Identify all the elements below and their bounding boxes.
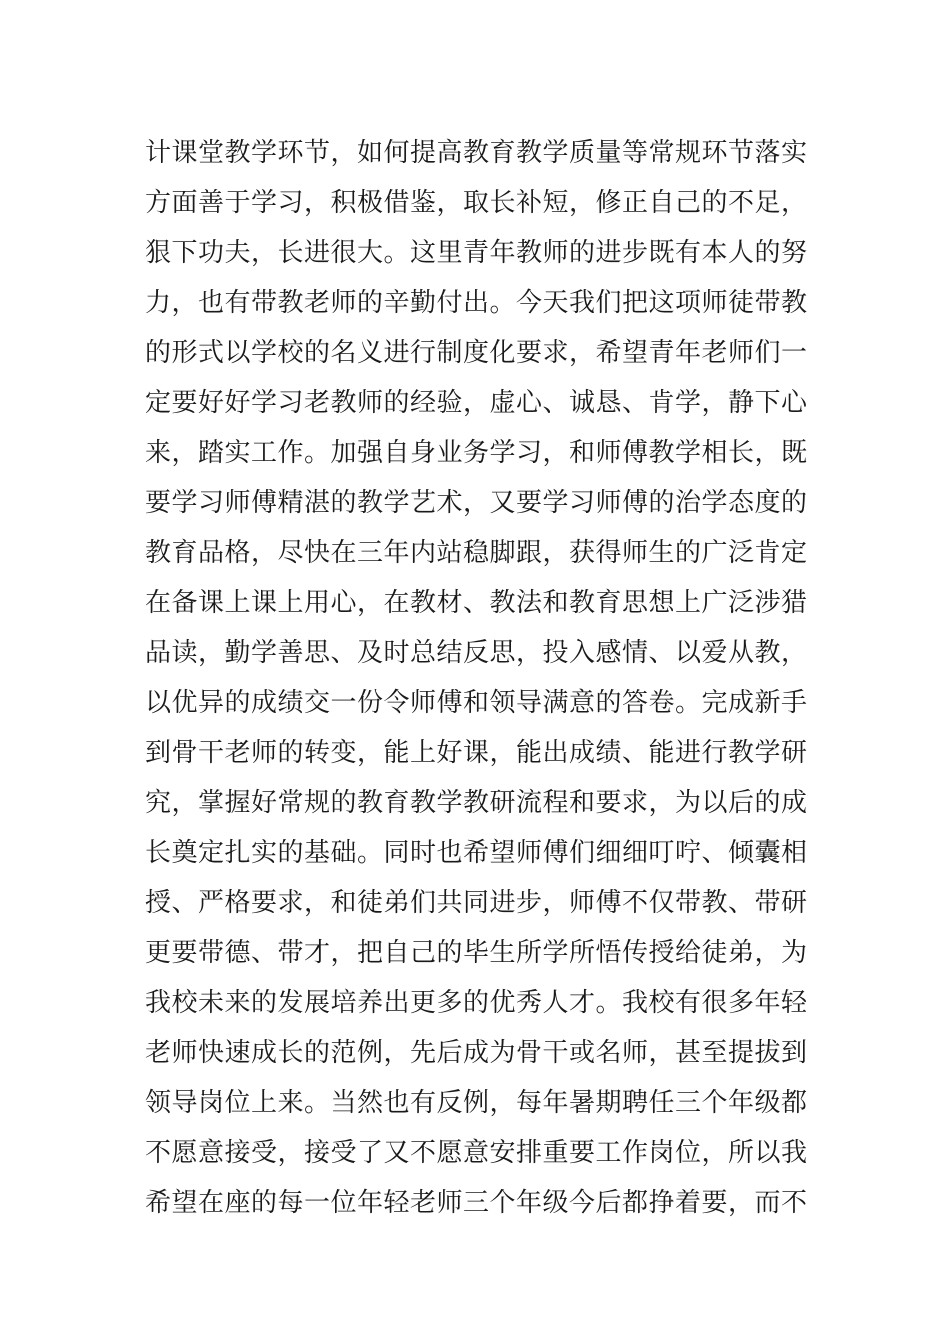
body-text bbox=[145, 128, 810, 1228]
text-line: 的形式以学校的名义进行制度化要求，希望青年老师们一 bbox=[145, 338, 808, 368]
text-line: 要学习师傅精湛的教学艺术，又要学习师傅的治学态度的 bbox=[145, 488, 808, 518]
text-line: 方面善于学习，积极借鉴，取长补短，修正自己的不足， bbox=[145, 188, 808, 218]
text-line: 到骨干老师的转变，能上好课，能出成绩、能进行教学研 bbox=[145, 738, 808, 768]
text-line: 来，踏实工作。加强自身业务学习，和师傅教学相长，既 bbox=[145, 438, 808, 468]
text-line: 领导岗位上来。当然也有反例，每年暑期聘任三个年级都 bbox=[145, 1088, 808, 1118]
text-line: 力，也有带教老师的辛勤付出。今天我们把这项师徒带教 bbox=[145, 288, 808, 318]
text-line: 希望在座的每一位年轻老师三个年级今后都挣着要，而不 bbox=[145, 1188, 808, 1218]
text-line: 老师快速成长的范例，先后成为骨干或名师，甚至提拔到 bbox=[145, 1038, 808, 1068]
text-line: 狠下功夫，长进很大。这里青年教师的进步既有本人的努 bbox=[145, 238, 808, 268]
text-line: 品读，勤学善思、及时总结反思，投入感情、以爱从教， bbox=[145, 638, 808, 668]
text-line: 教育品格，尽快在三年内站稳脚跟，获得师生的广泛肯定 bbox=[145, 538, 808, 568]
text-line: 究，掌握好常规的教育教学教研流程和要求，为以后的成 bbox=[145, 788, 808, 818]
text-line: 不愿意接受，接受了又不愿意安排重要工作岗位，所以我 bbox=[145, 1138, 808, 1168]
text-line: 计课堂教学环节，如何提高教育教学质量等常规环节落实 bbox=[145, 138, 808, 168]
text-line: 以优异的成绩交一份令师傅和领导满意的答卷。完成新手 bbox=[145, 688, 808, 718]
text-line: 授、严格要求，和徒弟们共同进步，师傅不仅带教、带研 bbox=[145, 888, 808, 918]
text-line: 长奠定扎实的基础。同时也希望师傅们细细叮咛、倾囊相 bbox=[145, 838, 808, 868]
text-line: 我校未来的发展培养出更多的优秀人才。我校有很多年轻 bbox=[145, 988, 808, 1018]
text-line: 在备课上课上用心，在教材、教法和教育思想上广泛涉猎 bbox=[145, 588, 808, 618]
text-line: 定要好好学习老教师的经验，虚心、诚恳、肯学，静下心 bbox=[145, 388, 808, 418]
text-line: 更要带德、带才，把自己的毕生所学所悟传授给徒弟，为 bbox=[145, 938, 808, 968]
